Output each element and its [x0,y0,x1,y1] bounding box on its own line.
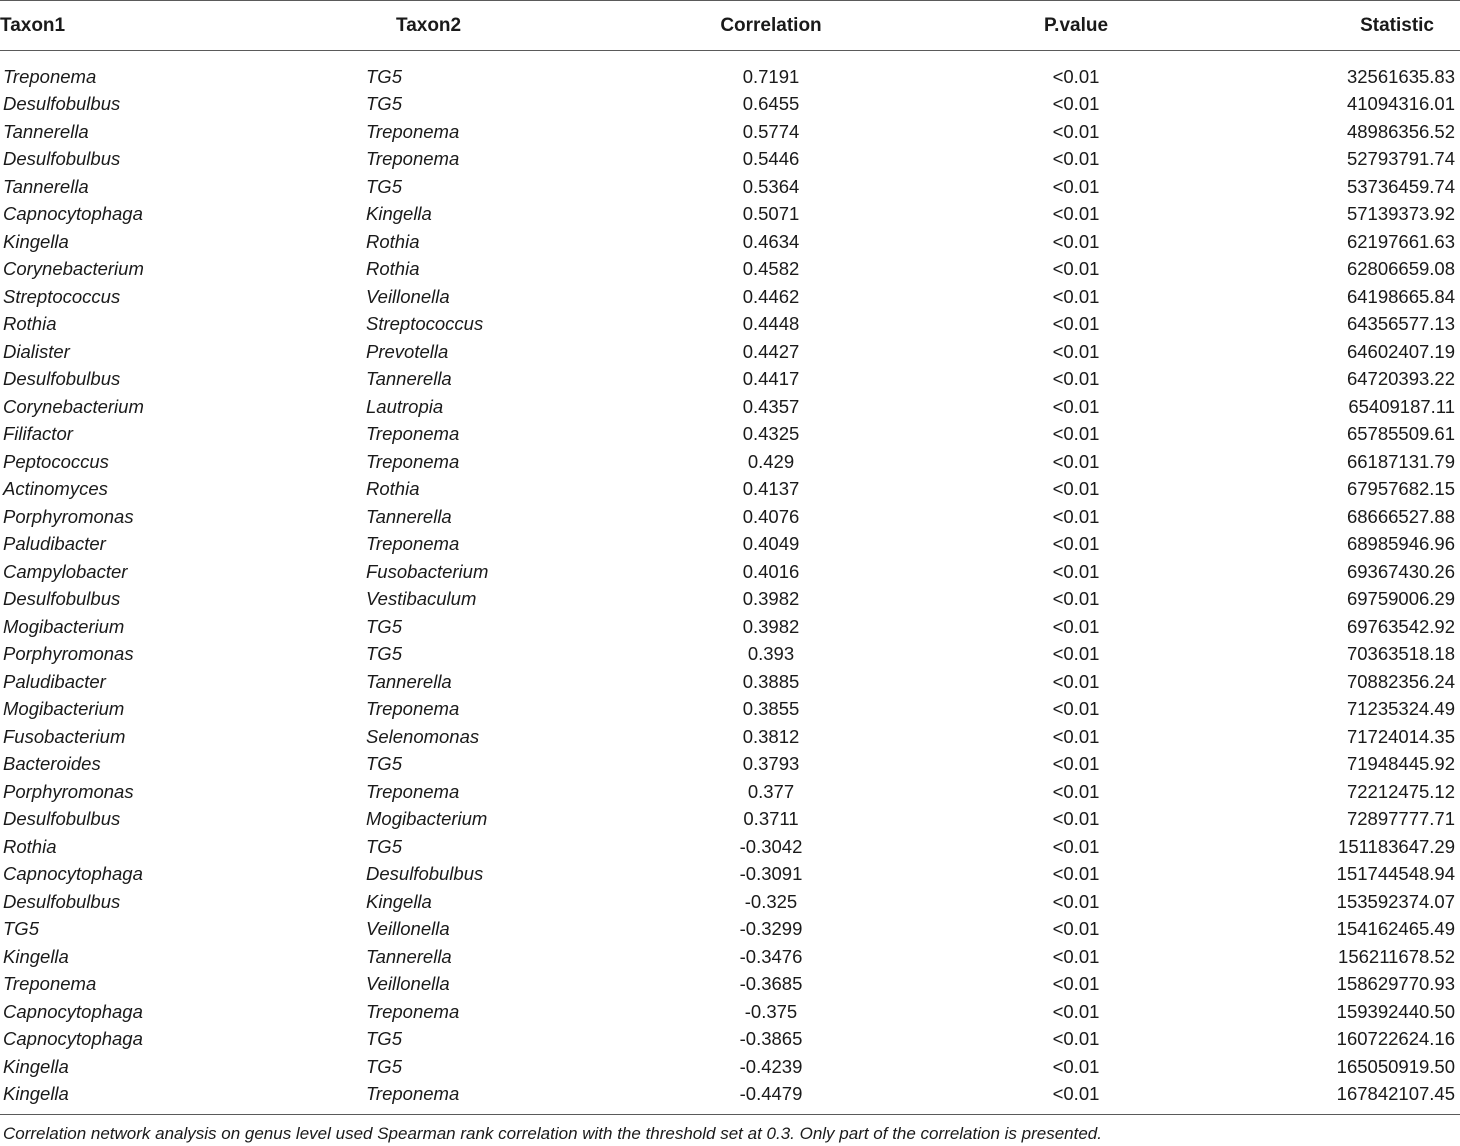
taxon1-cell: Kingella [3,945,69,967]
table-row [0,696,1460,724]
statistic-cell: 153592374.07 [1336,890,1455,912]
taxon1-cell: Desulfobulbus [3,890,121,912]
table-row [0,723,1460,751]
taxon2-cell: Rothia [366,230,420,252]
correlation-cell: 0.4427 [742,340,800,362]
header-correlation: Correlation [720,14,822,36]
correlation-cell: -0.3299 [739,918,803,940]
statistic-cell: 151744548.94 [1336,863,1455,885]
statistic-cell: 64602407.19 [1346,340,1455,362]
taxon2-cell: Treponema [366,120,460,142]
taxon1-cell: Peptococcus [3,450,109,472]
table-row [0,201,1460,229]
pvalue-cell: <0.01 [1052,478,1100,500]
taxon1-cell: Capnocytophaga [3,863,143,885]
pvalue-cell: <0.01 [1052,973,1100,995]
correlation-cell: 0.6455 [742,93,800,115]
correlation-cell: 0.7191 [742,65,800,87]
correlation-cell: -0.3685 [739,973,803,995]
statistic-cell: 71724014.35 [1346,725,1455,747]
table-row [0,998,1460,1026]
table-row [0,173,1460,201]
table-row [0,1081,1460,1109]
taxon1-cell: Tannerella [3,175,89,197]
taxon1-cell: Paludibacter [3,533,106,555]
header-taxon1: Taxon1 [0,14,66,36]
pvalue-cell: <0.01 [1052,395,1100,417]
pvalue-cell: <0.01 [1052,1083,1100,1105]
table-row [0,888,1460,916]
header-statistic: Statistic [1360,14,1434,36]
taxon2-cell: Veillonella [366,918,450,940]
pvalue-cell: <0.01 [1052,148,1100,170]
taxon2-cell: Mogibacterium [366,808,488,830]
correlation-cell: 0.4634 [742,230,800,252]
taxon1-cell: Tannerella [3,120,89,142]
taxon1-cell: Treponema [3,973,97,995]
correlation-cell: 0.3982 [742,588,800,610]
correlation-cell: 0.4417 [742,368,800,390]
correlation-cell: 0.4325 [742,423,800,445]
table-bottom-rule [0,1114,1460,1115]
table-row [0,146,1460,174]
taxon2-cell: Fusobacterium [366,560,489,582]
correlation-cell: 0.4582 [742,258,800,280]
table-row [0,751,1460,779]
correlation-cell: 0.4357 [742,395,800,417]
statistic-cell: 64198665.84 [1346,285,1455,307]
pvalue-cell: <0.01 [1052,780,1100,802]
table-row [0,531,1460,559]
correlation-cell: 0.4016 [742,560,800,582]
correlation-cell: 0.3982 [742,615,800,637]
correlation-cell: 0.429 [747,450,795,472]
taxon1-cell: Capnocytophaga [3,1028,143,1050]
correlation-cell: -0.3091 [739,863,803,885]
correlation-cell: -0.4239 [739,1055,803,1077]
statistic-cell: 62806659.08 [1346,258,1455,280]
correlation-cell: 0.5446 [742,148,800,170]
taxon1-cell: Mogibacterium [3,698,125,720]
taxon2-cell: Prevotella [366,340,449,362]
pvalue-cell: <0.01 [1052,890,1100,912]
pvalue-cell: <0.01 [1052,340,1100,362]
taxon1-cell: Capnocytophaga [3,1000,143,1022]
taxon2-cell: Kingella [366,203,432,225]
table-row [0,971,1460,999]
statistic-cell: 66187131.79 [1346,450,1455,472]
correlation-cell: 0.4076 [742,505,800,527]
taxon1-cell: Dialister [3,340,70,362]
pvalue-cell: <0.01 [1052,643,1100,665]
taxon1-cell: Bacteroides [3,753,101,775]
statistic-cell: 72897777.71 [1346,808,1455,830]
table-row [0,613,1460,641]
statistic-cell: 69367430.26 [1346,560,1455,582]
correlation-cell: 0.5774 [742,120,800,142]
pvalue-cell: <0.01 [1052,918,1100,940]
statistic-cell: 65409187.11 [1348,395,1455,417]
pvalue-cell: <0.01 [1052,863,1100,885]
taxon2-cell: Selenomonas [366,725,480,747]
table-body [0,51,1460,1108]
taxon1-cell: Porphyromonas [3,505,134,527]
correlation-cell: 0.393 [747,643,795,665]
pvalue-cell: <0.01 [1052,423,1100,445]
taxon2-cell: TG5 [366,1055,402,1077]
table-footnote: Correlation network analysis on genus level used Spearman rank correlation with the threshold set at 0.3. Only part of the correlation is presented. [3,1124,1102,1143]
statistic-cell: 41094316.01 [1346,93,1455,115]
taxon1-cell: Campylobacter [3,560,128,582]
table-row [0,228,1460,256]
taxon1-cell: Desulfobulbus [3,808,121,830]
taxon1-cell: Rothia [3,313,57,335]
correlation-cell: 0.5071 [742,203,800,225]
taxon1-cell: Desulfobulbus [3,588,121,610]
taxon1-cell: Corynebacterium [3,395,144,417]
table-row [0,503,1460,531]
correlation-cell: -0.375 [744,1000,798,1022]
taxon2-cell: Rothia [366,258,420,280]
table-row [0,806,1460,834]
pvalue-cell: <0.01 [1052,313,1100,335]
correlation-cell: -0.4479 [739,1083,803,1105]
statistic-cell: 69759006.29 [1346,588,1455,610]
taxon1-cell: Paludibacter [3,670,106,692]
statistic-cell: 48986356.52 [1346,120,1455,142]
pvalue-cell: <0.01 [1052,533,1100,555]
taxon1-cell: Kingella [3,1083,69,1105]
correlation-cell: -0.3476 [739,945,803,967]
table-row [0,283,1460,311]
pvalue-cell: <0.01 [1052,1055,1100,1077]
taxon1-cell: Capnocytophaga [3,203,143,225]
taxon1-cell: Actinomyces [3,478,108,500]
taxon1-cell: Corynebacterium [3,258,144,280]
pvalue-cell: <0.01 [1052,120,1100,142]
correlation-cell: 0.3793 [742,753,800,775]
taxon2-cell: TG5 [366,65,402,87]
correlation-cell: 0.5364 [742,175,800,197]
table-row [0,916,1460,944]
statistic-cell: 68666527.88 [1346,505,1455,527]
statistic-cell: 71948445.92 [1346,753,1455,775]
table-row [0,668,1460,696]
pvalue-cell: <0.01 [1052,258,1100,280]
taxon2-cell: TG5 [366,93,402,115]
table-row [0,256,1460,284]
taxon2-cell: Tannerella [366,670,452,692]
header-pvalue: P.value [1043,14,1109,36]
taxon1-cell: Desulfobulbus [3,93,121,115]
taxon2-cell: Treponema [366,148,460,170]
statistic-cell: 70363518.18 [1346,643,1455,665]
taxon2-cell: Treponema [366,533,460,555]
statistic-cell: 69763542.92 [1346,615,1455,637]
table-header-row [0,1,1460,51]
table-row [0,778,1460,806]
statistic-cell: 72212475.12 [1346,780,1455,802]
pvalue-cell: <0.01 [1052,808,1100,830]
taxon2-cell: Tannerella [366,945,452,967]
pvalue-cell: <0.01 [1052,1028,1100,1050]
table-row [0,311,1460,339]
pvalue-cell: <0.01 [1052,1000,1100,1022]
pvalue-cell: <0.01 [1052,450,1100,472]
table-row [0,393,1460,421]
table-row [0,118,1460,146]
taxon1-cell: Streptococcus [3,285,121,307]
correlation-cell: -0.3865 [739,1028,803,1050]
taxon2-cell: TG5 [366,175,402,197]
taxon2-cell: Veillonella [366,285,450,307]
correlation-cell: 0.4137 [742,478,800,500]
table-row [0,1026,1460,1054]
table-row [0,338,1460,366]
taxon2-cell: TG5 [366,753,402,775]
statistic-cell: 64720393.22 [1346,368,1455,390]
taxon1-cell: Porphyromonas [3,780,134,802]
pvalue-cell: <0.01 [1052,560,1100,582]
taxon2-cell: Lautropia [366,395,444,417]
taxon2-cell: Treponema [366,423,460,445]
taxon1-cell: Mogibacterium [3,615,125,637]
taxon2-cell: Kingella [366,890,432,912]
pvalue-cell: <0.01 [1052,285,1100,307]
statistic-cell: 70882356.24 [1346,670,1455,692]
correlation-cell: 0.377 [747,780,795,802]
pvalue-cell: <0.01 [1052,753,1100,775]
pvalue-cell: <0.01 [1052,945,1100,967]
pvalue-cell: <0.01 [1052,505,1100,527]
taxon2-cell: Desulfobulbus [366,863,484,885]
taxon2-cell: Veillonella [366,973,450,995]
pvalue-cell: <0.01 [1052,175,1100,197]
statistic-cell: 154162465.49 [1336,918,1455,940]
statistic-cell: 57139373.92 [1346,203,1455,225]
taxon1-cell: Kingella [3,1055,69,1077]
correlation-cell: 0.4049 [742,533,800,555]
statistic-cell: 158629770.93 [1336,973,1455,995]
correlation-cell: -0.325 [744,890,798,912]
taxon1-cell: Desulfobulbus [3,148,121,170]
taxon2-cell: Treponema [366,1000,460,1022]
correlation-cell: 0.3885 [742,670,800,692]
pvalue-cell: <0.01 [1052,368,1100,390]
taxon1-cell: Fusobacterium [3,725,126,747]
statistic-cell: 71235324.49 [1346,698,1455,720]
taxon2-cell: Treponema [366,450,460,472]
statistic-cell: 52793791.74 [1346,148,1455,170]
taxon2-cell: Treponema [366,698,460,720]
taxon2-cell: TG5 [366,1028,402,1050]
table-row [0,448,1460,476]
taxon2-cell: Tannerella [366,505,452,527]
table-row [0,586,1460,614]
taxon1-cell: Filifactor [3,423,73,445]
pvalue-cell: <0.01 [1052,698,1100,720]
correlation-cell: 0.3812 [742,725,800,747]
table-row [0,558,1460,586]
table-row [0,366,1460,394]
table-row [0,833,1460,861]
correlation-cell: 0.4448 [742,313,800,335]
statistic-cell: 64356577.13 [1346,313,1455,335]
taxon1-cell: Treponema [3,65,97,87]
pvalue-cell: <0.01 [1052,670,1100,692]
pvalue-cell: <0.01 [1052,615,1100,637]
table-row [0,641,1460,669]
taxon1-cell: TG5 [3,918,39,940]
pvalue-cell: <0.01 [1052,230,1100,252]
statistic-cell: 167842107.45 [1336,1083,1455,1105]
pvalue-cell: <0.01 [1052,725,1100,747]
statistic-cell: 68985946.96 [1346,533,1455,555]
statistic-cell: 32561635.83 [1346,65,1455,87]
taxon2-cell: Treponema [366,780,460,802]
correlation-cell: -0.3042 [739,835,803,857]
statistic-cell: 67957682.15 [1346,478,1455,500]
pvalue-cell: <0.01 [1052,65,1100,87]
statistic-cell: 151183647.29 [1338,835,1455,857]
taxon2-cell: TG5 [366,835,402,857]
table-row [0,943,1460,971]
taxon2-cell: Vestibaculum [366,588,477,610]
pvalue-cell: <0.01 [1052,588,1100,610]
taxon2-cell: Treponema [366,1083,460,1105]
statistic-cell: 53736459.74 [1346,175,1455,197]
taxon1-cell: Porphyromonas [3,643,134,665]
table-row [0,421,1460,449]
correlation-cell: 0.4462 [742,285,800,307]
pvalue-cell: <0.01 [1052,93,1100,115]
statistic-cell: 160722624.16 [1336,1028,1455,1050]
correlation-cell: 0.3711 [743,808,799,830]
statistic-cell: 65785509.61 [1346,423,1455,445]
pvalue-cell: <0.01 [1052,203,1100,225]
taxon1-cell: Kingella [3,230,69,252]
taxon2-cell: Tannerella [366,368,452,390]
pvalue-cell: <0.01 [1052,835,1100,857]
statistic-cell: 165050919.50 [1336,1055,1455,1077]
taxon2-cell: TG5 [366,615,402,637]
table-row [0,91,1460,119]
correlation-cell: 0.3855 [742,698,800,720]
statistic-cell: 62197661.63 [1346,230,1455,252]
header-taxon2: Taxon2 [396,14,462,36]
taxon2-cell: Streptococcus [366,313,484,335]
table-row [0,861,1460,889]
statistic-cell: 156211678.52 [1338,945,1455,967]
taxon2-cell: TG5 [366,643,402,665]
taxon1-cell: Rothia [3,835,57,857]
table-row [0,476,1460,504]
taxon2-cell: Rothia [366,478,420,500]
taxon1-cell: Desulfobulbus [3,368,121,390]
table-row [0,63,1460,91]
table-row [0,1053,1460,1081]
statistic-cell: 159392440.50 [1336,1000,1455,1022]
